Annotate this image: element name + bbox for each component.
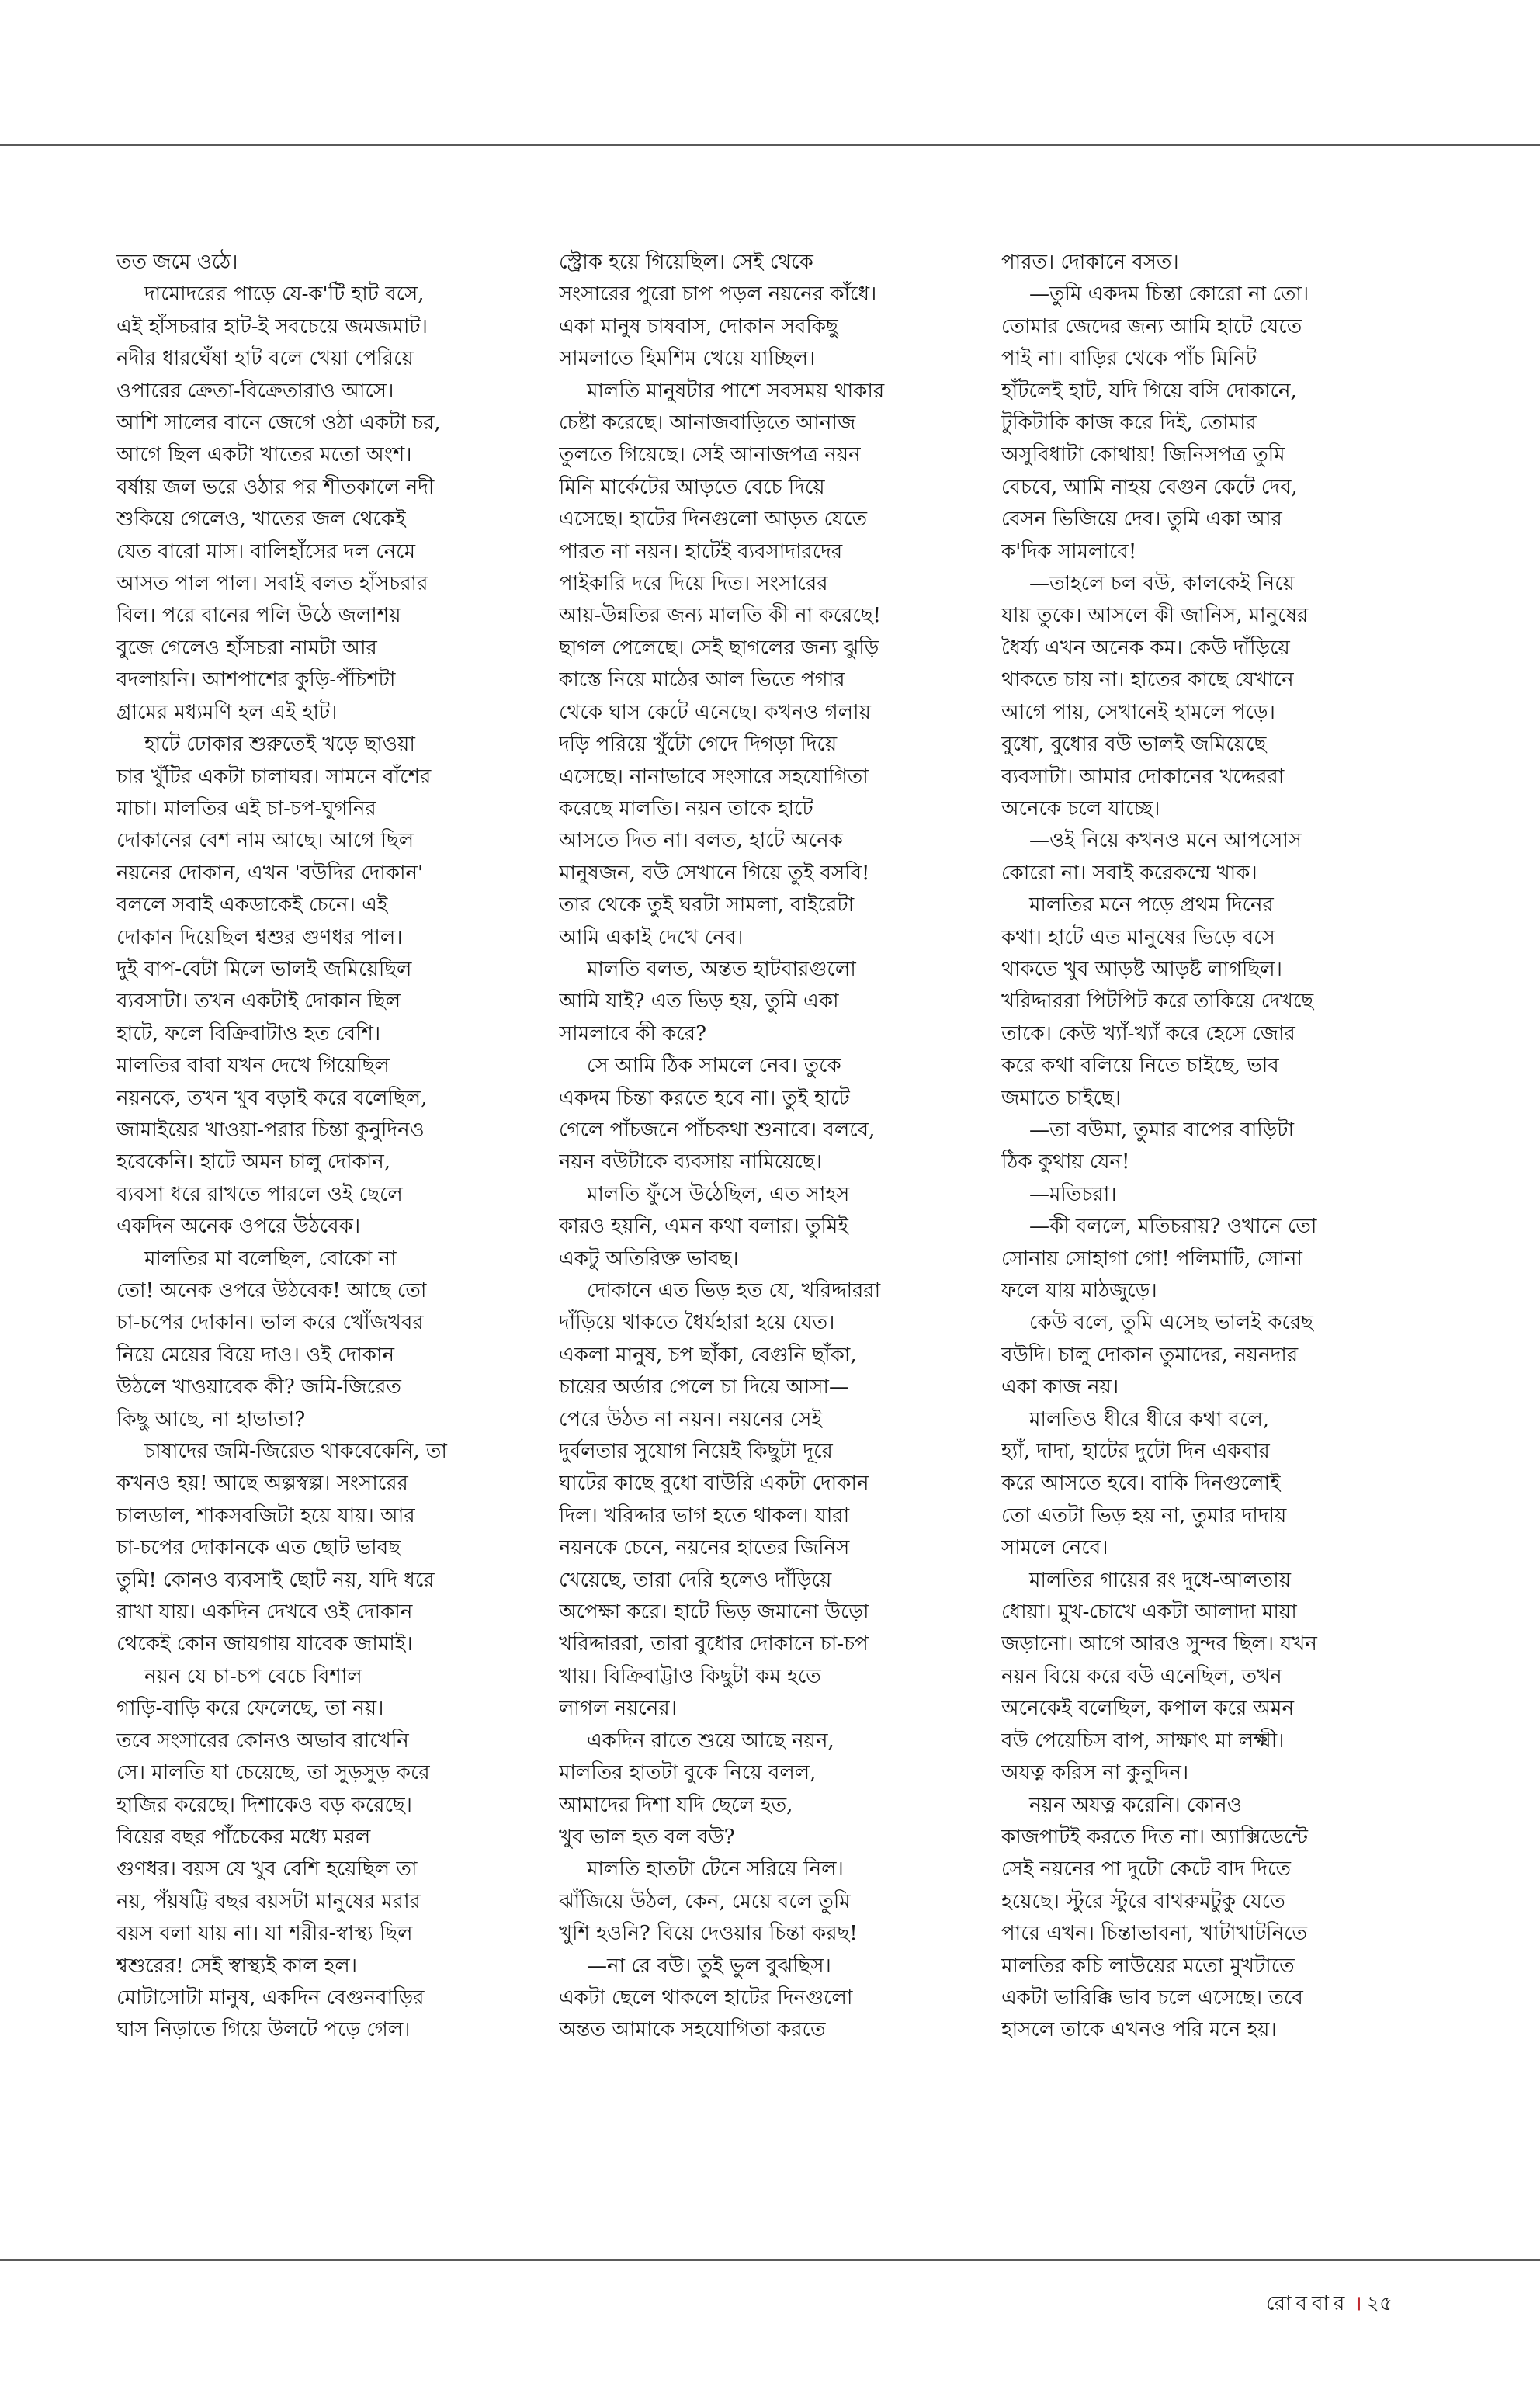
paragraph: তত জমে ওঠে। [116, 251, 238, 274]
paragraph: হাটে ঢোকার শুরুতেই খড়ে ছাওয়া চার খুঁটির একটা চালাঘর। সামনে বাঁশের মাচা। মালতির এই চা-চপ-ঘুগনির দোকানের বেশ নাম আছে। আগে ছিল নয়নের দোকান, এখন 'বউদির দোকান' বললে সবাই একডাকেই চেনে। এই দোকান দিয়েছিল শ্বশুর গুণধর পাল। দুই বাপ-বেটা মিলে ভালই জমিয়েছিল ব্যবসাটা। তখন একটাই দোকান ছিল হাটে, ফলে বিক্রিবাটাও হত বেশি। মালতির বাবা যখন দেখে গিয়েছিল নয়নকে, তখন খুব বড়াই করে বলেছিল, জামাইয়ের খাওয়া-পরার চিন্তা কুনুদিনও হবেকেনি। হাটে অমন চালু দোকান, ব্যবসা ধরে রাখতে পারলে ওই ছেলে একদিন অনেক ওপরে উঠবেক। [116, 733, 432, 1239]
footer-separator: । [1354, 2292, 1362, 2315]
column-3 [1001, 247, 1388, 2234]
paragraph: সে আমি ঠিক সামলে নেব। তুকে একদম চিন্তা করতে হবে না। তুই হাটে গেলে পাঁচজনে পাঁচকথা শুনাবে। বলবে, নয়ন বউটাকে ব্যবসায় নামিয়েছে। [559, 1054, 876, 1174]
paragraph: একদিন রাতে শুয়ে আছে নয়ন, মালতির হাতটা বুকে নিয়ে বলল, আমাদের দিশা যদি ছেলে হত, খুব ভাল হত বল বউ? [559, 1729, 834, 1849]
paragraph: মালতি মানুষটার পাশে সবসময় থাকার চেষ্টা করেছে। আনাজবাড়িতে আনাজ তুলতে গিয়েছে। সেই আনাজপত্র নয়ন মিনি মার্কেটের আড়তে বেচে দিয়ে এসেছে। হাটের দিনগুলো আড়ত যেতে পারত না নয়ন। হাটেই ব্যবসাদারদের পাইকারি দরে দিয়ে দিত। সংসারের আয়-উন্নতির জন্য মালতি কী না করেছে! ছাগল পেলেছে। সেই ছাগলের জন্য ঝুড়ি কাস্তে নিয়ে মাঠের আল ভিতে পগার থেকে ঘাস কেটে এনেছে। কখনও গলায় দড়ি পরিয়ে খুঁটো গেদে দিগড়া দিয়ে এসেছে। নানাভাবে সংসারে সহযোগিতা করেছে মালতি। নয়ন তাকে হাটে আসতে দিত না। বলত, হাটে অনেক মানুষজন, বউ সেখানে গিয়ে তুই বসবি! তার থেকে তুই ঘরটা সামলা, বাইরেটা আমি একাই দেখে নেব। [559, 379, 885, 949]
paragraph: —কী বললে, মতিচরায়? ওখানে তো সোনায় সোহাগা গো! পলিমাটি, সোনা ফলে যায় মাঠজুড়ে। [1001, 1215, 1317, 1302]
paragraph: নয়ন অযত্ন করেনি। কোনও কাজপাটই করতে দিত না। অ্যাক্সিডেন্টে সেই নয়নের পা দুটো কেটে বাদ দিতে হয়েছে। স্টুরে স্টুরে বাথরুমটুকু যেতে পারে এখন। চিন্তাভাবনা, খাটাখাটনিতে মালতির কচি লাউয়ের মতো মুখটাতে একটা ভারিক্কি ভাব চলে এসেছে। তবে হাসলে তাকে এখনও পরি মনে হয়। [1001, 1793, 1308, 2042]
magazine-name: রোববার [1266, 2292, 1350, 2315]
column-2 [559, 247, 945, 2234]
article-body [116, 247, 1389, 2234]
paragraph: মালতি হাতটা টেনে সরিয়ে নিল। ঝাঁজিয়ে উঠল, কেন, মেয়ে বলে তুমি খুশি হওনি? বিয়ে দেওয়ার চিন্তা করছ! [559, 1857, 858, 1946]
paragraph: কেউ বলে, তুমি এসেছ ভালই করেছ বউদি। চালু দোকান তুমাদের, নয়নদার একা কাজ নয়। [1001, 1311, 1313, 1399]
paragraph: —না রে বউ। তুই ভুল বুঝছিস। একটা ছেলে থাকলে হাটের দিনগুলো অন্তত আমাকে সহযোগিতা করতে [559, 1954, 853, 2042]
paragraph: —মতিচরা। [1029, 1182, 1117, 1206]
paragraph: স্ট্রোক হয়ে গিয়েছিল। সেই থেকে সংসারের পুরো চাপ পড়ল নয়নের কাঁধে। একা মানুষ চাষবাস, দোকান সবকিছু সামলাতে হিমশিম খেয়ে যাচ্ছিল। [559, 251, 877, 371]
page-footer [1266, 2291, 1393, 2316]
paragraph: মালতিও ধীরে ধীরে কথা বলে, হ্যাঁ, দাদা, হাটের দুটো দিন একবার করে আসতে হবে। বাকি দিনগুলোই তো এতটা ভিড় হয় না, তুমার দাদায় সামলে নেবে। [1001, 1407, 1287, 1560]
paragraph: দামোদরের পাড়ে যে-ক'টি হাট বসে, এই হাঁসচরার হাট-ই সবচেয়ে জমজমাট। নদীর ধারঘেঁষা হাট বলে খেয়া পেরিয়ে ওপারের ক্রেতা-বিক্রেতারাও আসে। আশি সালের বানে জেগে ওঠা একটা চর, আগে ছিল একটা খাতের মতো অংশ। বর্ষায় জল ভরে ওঠার পর শীতকালে নদী শুকিয়ে গেলেও, খাতের জল থেকেই যেত বারো মাস। বালিহাঁসের দল নেমে আসত পাল পাল। সবাই বলত হাঁসচরার বিল। পরে বানের পলি উঠে জলাশয় বুজে গেলেও হাঁসচরা নামটা আর বদলায়নি। আশপাশের কুড়ি-পঁচিশটা গ্রামের মধ্যমণি হল এই হাট। [116, 283, 441, 724]
top-rule [0, 144, 1540, 146]
paragraph: —ওই নিয়ে কখনও মনে আপসোস কোরো না। সবাই করেকম্মে খাক। [1001, 829, 1302, 885]
page-number: ২৫ [1366, 2292, 1393, 2315]
paragraph: —তাহলে চল বউ, কালকেই নিয়ে যায় তুকে। আসলে কী জানিস, মানুষের ধৈর্য্য এখন অনেক কম। কেউ দাঁড়িয়ে থাকতে চায় না। হাতের কাছে যেখানে আগে পায়, সেখানেই হামলে পড়ে। বুধো, বুধোর বউ ভালই জমিয়েছে ব্যবসাটা। আমার দোকানের খদ্দেররা অনেকে চলে যাচ্ছে। [1001, 572, 1309, 820]
column-1 [116, 247, 503, 2234]
paragraph: মালতি ফুঁসে উঠেছিল, এত সাহস কারও হয়নি, এমন কথা বলার। তুমিই একটু অতিরিক্ত ভাবছ। [559, 1182, 850, 1271]
paragraph: নয়ন যে চা-চপ বেচে বিশাল গাড়ি-বাড়ি করে ফেলেছে, তা নয়। তবে সংসারের কোনও অভাব রাখেনি সে। মালতি যা চেয়েছে, তা সুড়সুড় করে হাজির করেছে। দিশাকেও বড় করেছে। বিয়ের বছর পাঁচেকের মধ্যে মরল গুণধর। বয়স যে খুব বেশি হয়েছিল তা নয়, পঁয়ষট্টি বছর বয়সটা মানুষের মরার বয়স বলা যায় না। যা শরীর-স্বাস্থ্য ছিল শ্বশুরের! সেই স্বাস্থ্যই কাল হল। মোটাসোটা মানুষ, একদিন বেগুনবাড়ির ঘাস নিড়াতে গিয়ে উলটে পড়ে গেল। [116, 1664, 430, 2042]
paragraph: পারত। দোকানে বসত। [1001, 251, 1179, 274]
paragraph: মালতির মনে পড়ে প্রথম দিনের কথা। হাটে এত মানুষের ভিড়ে বসে থাকতে খুব আড়ষ্ট আড়ষ্ট লাগছিল। খরিদ্দাররা পিটপিট করে তাকিয়ে দেখছে তাকে। কেউ খ্যাঁ-খ্যাঁ করে হেসে জোর করে কথা বলিয়ে নিতে চাইছে, ভাব জমাতে চাইছে। [1001, 893, 1314, 1110]
paragraph: মালতির মা বলেছিল, বোকো না তো! অনেক ওপরে উঠবেক! আছে তো চা-চপের দোকান। ভাল করে খোঁজখবর নিয়ে মেয়ের বিয়ে দাও। ওই দোকান উঠলে খাওয়াবেক কী? জমি-জিরেত কিছু আছে, না হাভাতা? [116, 1247, 427, 1431]
paragraph: দোকানে এত ভিড় হত যে, খরিদ্দাররা দাঁড়িয়ে থাকতে ধৈর্যহারা হয়ে যেত। একলা মানুষ, চপ ছাঁকা, বেগুনি ছাঁকা, চায়ের অর্ডার পেলে চা দিয়ে আসা— পেরে উঠত না নয়ন। নয়নের সেই দুর্বলতার সুযোগ নিয়েই কিছুটা দূরে ঘাটের কাছে বুধো বাউরি একটা দোকান দিল। খরিদ্দার ভাগ হতে থাকল। যারা নয়নকে চেনে, নয়নের হাতের জিনিস খেয়েছে, তারা দেরি হলেও দাঁড়িয়ে অপেক্ষা করে। হাটে ভিড় জমানো উড়ো খরিদ্দাররা, তারা বুধোর দোকানে চা-চপ খায়। বিক্রিবাট্টাও কিছুটা কম হতে লাগল নয়নের। [559, 1279, 881, 1721]
paragraph: —তা বউমা, তুমার বাপের বাড়িটা ঠিক কুথায় যেন! [1001, 1118, 1294, 1174]
paragraph: মালতি বলত, অন্তত হাটবারগুলো আমি যাই? এত ভিড় হয়, তুমি একা সামলাবে কী করে? [559, 957, 856, 1046]
paragraph: মালতির গায়ের রং দুধে-আলতায় ধোয়া। মুখ-চোখে একটা আলাদা মায়া জড়ানো। আগে আরও সুন্দর ছিল। যখন নয়ন বিয়ে করে বউ এনেছিল, তখন অনেকেই বলেছিল, কপাল করে অমন বউ পেয়েচিস বাপ, সাক্ষাৎ মা লক্ষ্মী। অযত্ন করিস না কুনুদিন। [1001, 1568, 1317, 1785]
bottom-rule [0, 2259, 1540, 2261]
paragraph: —তুমি একদম চিন্তা কোরো না তো। তোমার জেদের জন্য আমি হাটে যেতে পাই না। বাড়ির থেকে পাঁচ মিনিট হাঁটলেই হাট, যদি গিয়ে বসি দোকানে, টুকিটাকি কাজ করে দিই, তোমার অসুবিধাটা কোথায়! জিনিসপত্র তুমি বেচবে, আমি নাহয় বেগুন কেটে দেব, বেসন ভিজিয়ে দেব। তুমি একা আর ক'দিক সামলাবে! [1001, 283, 1309, 564]
paragraph: চাষাদের জমি-জিরেত থাকবেকেনি, তা কখনও হয়! আছে অল্পস্বল্প। সংসারের চালডাল, শাকসবজিটা হয়ে যায়। আর চা-চপের দোকানকে এত ছোট ভাবছ তুমি! কোনও ব্যবসাই ছোট নয়, যদি ধরে রাখা যায়। একদিন দেখবে ওই দোকান থেকেই কোন জায়গায় যাবেক জামাই। [116, 1440, 447, 1656]
